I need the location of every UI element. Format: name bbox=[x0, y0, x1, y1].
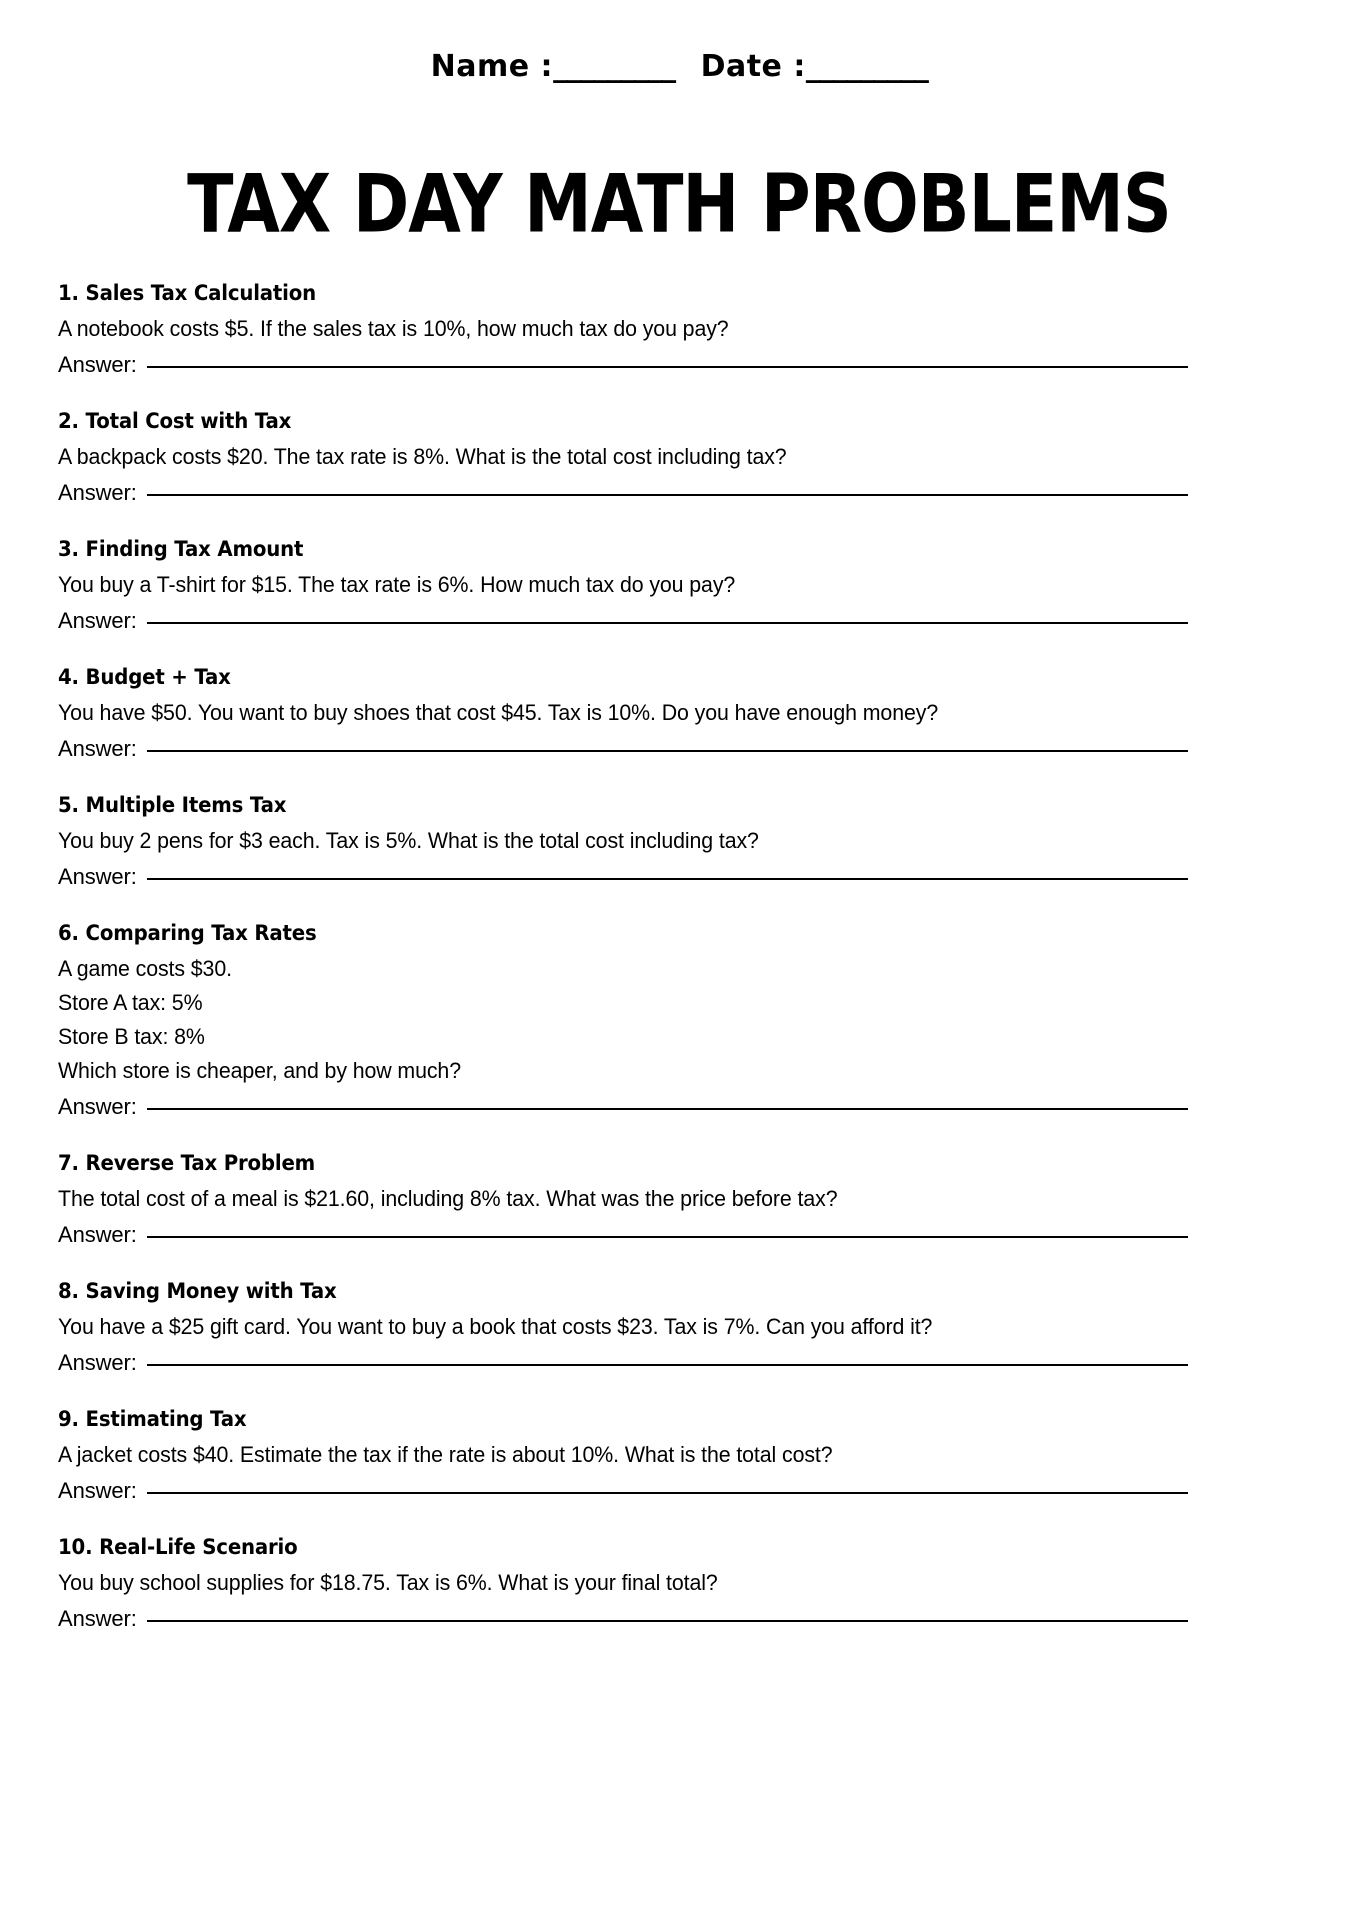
problem-text-line: A notebook costs $5. If the sales tax is 10%, how much tax do you pay? bbox=[58, 316, 729, 341]
problem-item bbox=[58, 534, 1188, 640]
problem-heading: 2. Total Cost with Tax bbox=[58, 409, 292, 433]
problem-heading: 10. Real-Life Scenario bbox=[58, 1535, 298, 1559]
problem-heading: 5. Multiple Items Tax bbox=[58, 793, 287, 817]
problem-heading: 4. Budget + Tax bbox=[58, 665, 231, 689]
problem-list bbox=[58, 278, 1188, 1660]
problem-item bbox=[58, 1404, 1188, 1510]
answer-blank-line[interactable] bbox=[147, 1108, 1188, 1110]
answer-label: Answer: bbox=[58, 480, 137, 505]
answer-row bbox=[58, 1218, 1188, 1254]
problem-item bbox=[58, 1148, 1188, 1254]
answer-blank-line[interactable] bbox=[147, 1236, 1188, 1238]
problem-text-line: A backpack costs $20. The tax rate is 8%. What is the total cost including tax? bbox=[58, 444, 787, 469]
problem-text-line: You buy a T-shirt for $15. The tax rate is 6%. How much tax do you pay? bbox=[58, 572, 736, 597]
answer-label: Answer: bbox=[58, 736, 137, 761]
answer-row bbox=[58, 1474, 1188, 1510]
answer-label: Answer: bbox=[58, 1478, 137, 1503]
name-blank-field[interactable]: _________ bbox=[553, 49, 675, 84]
problem-heading: 7. Reverse Tax Problem bbox=[58, 1151, 316, 1175]
answer-blank-line[interactable] bbox=[147, 1364, 1188, 1366]
problem-item bbox=[58, 790, 1188, 896]
problem-heading: 9. Estimating Tax bbox=[58, 1407, 247, 1431]
problem-item bbox=[58, 662, 1188, 768]
problem-item bbox=[58, 278, 1188, 384]
problem-item bbox=[58, 918, 1188, 1126]
name-label: Name : bbox=[430, 49, 554, 84]
answer-label: Answer: bbox=[58, 1606, 137, 1631]
answer-blank-line[interactable] bbox=[147, 1620, 1188, 1622]
problem-text-line: The total cost of a meal is $21.60, including 8% tax. What was the price before tax? bbox=[58, 1186, 838, 1211]
answer-blank-line[interactable] bbox=[147, 1492, 1188, 1494]
answer-label: Answer: bbox=[58, 1350, 137, 1375]
answer-row bbox=[58, 860, 1188, 896]
answer-row bbox=[58, 476, 1188, 512]
answer-label: Answer: bbox=[58, 864, 137, 889]
name-date-header bbox=[0, 49, 1358, 84]
problem-text-line: Which store is cheaper, and by how much? bbox=[58, 1058, 461, 1083]
date-label: Date : bbox=[700, 49, 806, 84]
problem-text-line: A game costs $30. bbox=[58, 956, 232, 981]
problem-item bbox=[58, 406, 1188, 512]
answer-row bbox=[58, 348, 1188, 384]
answer-label: Answer: bbox=[58, 1094, 137, 1119]
date-blank-field[interactable]: _________ bbox=[805, 49, 928, 84]
problem-text-line: You buy 2 pens for $3 each. Tax is 5%. What is the total cost including tax? bbox=[58, 828, 759, 853]
answer-blank-line[interactable] bbox=[147, 750, 1188, 752]
problem-item bbox=[58, 1276, 1188, 1382]
answer-blank-line[interactable] bbox=[147, 366, 1188, 368]
answer-row bbox=[58, 604, 1188, 640]
problem-text-line: You have a $25 gift card. You want to buy a book that costs $23. Tax is 7%. Can you afford it? bbox=[58, 1314, 933, 1339]
problem-text-line: Store A tax: 5% bbox=[58, 990, 203, 1015]
answer-label: Answer: bbox=[58, 608, 137, 633]
answer-row bbox=[58, 1090, 1188, 1126]
answer-row bbox=[58, 1346, 1188, 1382]
problem-text-line: Store B tax: 8% bbox=[58, 1024, 205, 1049]
problem-text-line: A jacket costs $40. Estimate the tax if the rate is about 10%. What is the total cost? bbox=[58, 1442, 833, 1467]
answer-row bbox=[58, 732, 1188, 768]
problem-text-line: You have $50. You want to buy shoes that cost $45. Tax is 10%. Do you have enough money? bbox=[58, 700, 939, 725]
answer-blank-line[interactable] bbox=[147, 494, 1188, 496]
answer-label: Answer: bbox=[58, 352, 137, 377]
problem-heading: 3. Finding Tax Amount bbox=[58, 537, 304, 561]
problem-heading: 8. Saving Money with Tax bbox=[58, 1279, 337, 1303]
problem-item bbox=[58, 1532, 1188, 1638]
problem-heading: 6. Comparing Tax Rates bbox=[58, 921, 317, 945]
problem-heading: 1. Sales Tax Calculation bbox=[58, 281, 317, 305]
answer-label: Answer: bbox=[58, 1222, 137, 1247]
answer-row bbox=[58, 1602, 1188, 1638]
answer-blank-line[interactable] bbox=[147, 622, 1188, 624]
page-title: TAX DAY MATH PROBLEMS bbox=[187, 157, 1171, 252]
answer-blank-line[interactable] bbox=[147, 878, 1188, 880]
problem-text-line: You buy school supplies for $18.75. Tax is 6%. What is your final total? bbox=[58, 1570, 718, 1595]
